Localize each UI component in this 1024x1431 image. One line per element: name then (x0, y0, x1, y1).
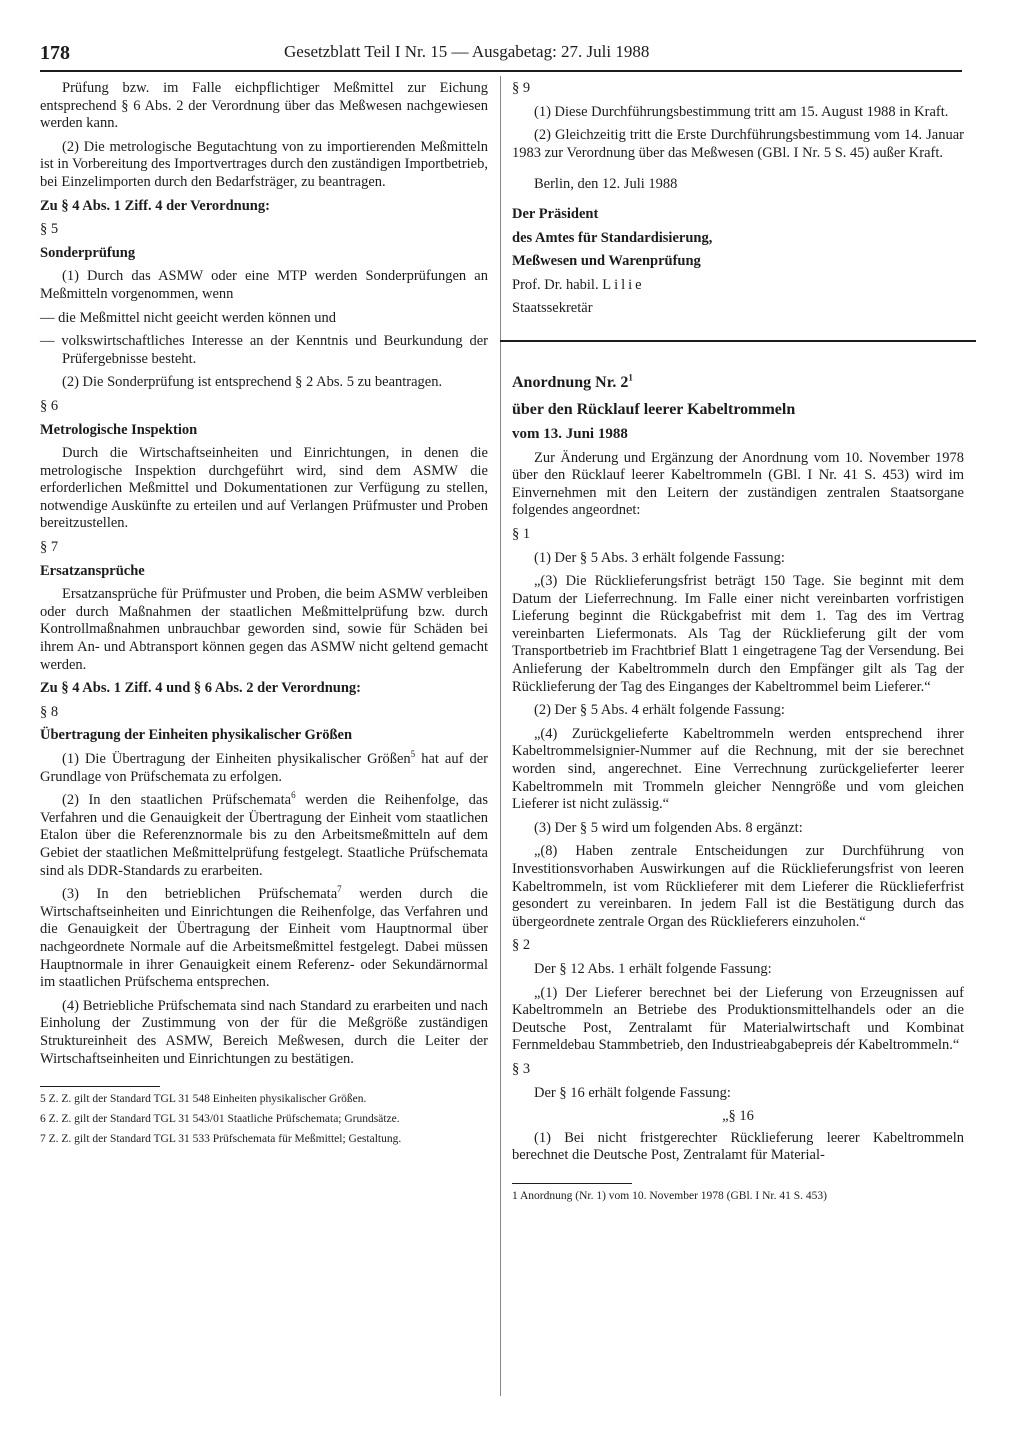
footnote: 5 Z. Z. gilt der Standard TGL 31 548 Einheiten physikalischer Größen. (40, 1093, 367, 1106)
section-reference-heading: Zu § 4 Abs. 1 Ziff. 4 und § 6 Abs. 2 der Verordnung: (40, 680, 361, 697)
dash-list-item: — volkswirtschaftliches Interesse an der Kenntnis und Beurkundung der Prüfergebnisse besteht. (40, 333, 488, 367)
right-column (512, 80, 964, 1210)
paragraph: Ersatzansprüche für Prüfmuster und Proben, die beim ASMW verbleiben oder durch Maßnahmen der staatlichen Meßmittelprüfung bzw. durch Kontrollmaßnahmen unbrauchbar geworden sind, sowie für Schäden bei ihrem An- und Abtransport können gegen das ASMW nicht geltend gemacht werden. (40, 586, 488, 673)
left-column (40, 80, 488, 1152)
paragraph: (2) Gleichzeitig tritt die Erste Durchführungsbestimmung vom 14. Januar 1983 zur Verordnung über das Meßwesen (GBl. I Nr. 5 S. 45) außer Kraft. (512, 127, 964, 161)
section-number: § 1 (512, 525, 531, 542)
quoted-section-number: „§ 16 (722, 1108, 754, 1125)
text: Prof. Dr. habil. (512, 276, 603, 293)
text: (1) Die Übertragung der Einheiten physikalischer Größen (62, 751, 411, 767)
signatory-name (512, 277, 964, 295)
paragraph (40, 886, 488, 992)
section-title: Übertragung der Einheiten physikalischer Größen (40, 727, 353, 744)
footnote-ref: 6 (291, 790, 296, 801)
section-number: § 3 (512, 1060, 531, 1077)
ordinance-subtitle: über den Rücklauf leerer Kabeltrommeln (512, 400, 796, 418)
quoted-paragraph: „(8) Haben zentrale Entscheidungen zur Durchführung von Investitionsvorhaben Auswirkungen auf die Rücklieferungsfrist von leeren Kabeltrommeln, ist vom Rücklieferer mit dem Lieferer die Rücklieferfrist gesondert zu vereinbaren. In jedem Fall ist die Bestätigung durch das übergeordnete zentrale Organ des Rücklieferers einzuholen.“ (512, 843, 964, 930)
section-title: Sonderprüfung (40, 244, 136, 261)
signature-line: Der Präsident (512, 205, 599, 222)
page-number: 178 (40, 42, 70, 64)
paragraph: (2) Die metrologische Begutachtung von zu importierenden Meßmitteln ist in Vorbereitung des Importvertrages durch den zuständigen Importbetrieb, bei Einzelimporten durch den Bedarfsträger, zu beantragen. (40, 138, 488, 190)
paragraph: (2) Der § 5 Abs. 4 erhält folgende Fassung: (534, 702, 785, 719)
paragraph: Zur Änderung und Ergänzung der Anordnung vom 10. November 1978 über den Rücklauf leerer Kabeltrommeln (GBl. I Nr. 41 S. 453) wird im Einvernehmen mit den Leitern der zuständigen zentralen Staatsorgane folgendes angeordnet: (512, 449, 964, 519)
section-number: § 7 (40, 539, 59, 556)
signature-block (512, 206, 964, 318)
signatory-title: Staatssekretär (512, 300, 593, 317)
footnote: 1 Anordnung (Nr. 1) vom 10. November 1978 (GBl. I Nr. 41 S. 453) (512, 1189, 827, 1202)
footnote: 6 Z. Z. gilt der Standard TGL 31 543/01 Staatliche Prüfschemata; Grundsätze. (40, 1112, 400, 1125)
section-number: § 6 (40, 397, 59, 414)
paragraph: Prüfung bzw. im Falle eichpflichtiger Meßmittel zur Eichung entsprechend § 6 Abs. 2 der Verordnung über das Meßwesen nachgewiesen werden kann. (40, 80, 488, 132)
section-number: § 9 (512, 80, 531, 96)
paragraph: Der § 16 erhält folgende Fassung: (534, 1084, 731, 1101)
section-title: Metrologische Inspektion (40, 421, 198, 438)
paragraph: Der § 12 Abs. 1 erhält folgende Fassung: (534, 960, 772, 977)
ordinance-title (512, 372, 964, 393)
section-title: Ersatzansprüche (40, 562, 145, 579)
paragraph: (1) Durch das ASMW oder eine MTP werden Sonderprüfungen an Meßmitteln vorgenommen, wenn (40, 268, 488, 302)
text: werden durch die Wirtschaftseinheiten und Einrichtungen die Reihenfolge, das Verfahren und die Genauigkeit der Übertragung der Einheit vom Hauptnormal über nachgeordnete Normale auf die Arbeitsmeßmittel festgelegt. Dabei müssen Hauptnormale in ihrer Genauigkeit einem Referenz- oder Sekundärnormal im staatlichen Prüfschema entsprechen. (40, 886, 488, 991)
quoted-paragraph: „(1) Der Lieferer berechnet bei der Lieferung von Erzeugnissen auf Kabeltrommeln an Betriebe des Produktionsmittelhandels oder an die Deutsche Post, Zentralamt für Materialwirtschaft und Kombinat Fernmeldebau Stammbetrieb, den Industrieabgabepreis dér Kabeltrommeln.“ (512, 984, 964, 1054)
section-number: § 2 (512, 937, 531, 954)
text: (2) In den staatlichen Prüfschemata (62, 792, 292, 809)
section-reference-heading: Zu § 4 Abs. 1 Ziff. 4 der Verordnung: (40, 197, 270, 214)
text: Lilie (602, 276, 645, 293)
quoted-paragraph: „(4) Zurückgelieferte Kabeltrommeln werden entsprechend ihrer Kabeltrommelsignier-Nummer auf die Rechnung, mit der sie berechnet worden sind, angerechnet. Eine Verrechnung zurückgelieferter leerer Kabeltrommeln mit Trommeln gleicher Nenngröße und vom gleichen Lieferer ist nicht zulässig.“ (512, 725, 964, 813)
paragraph: (3) Der § 5 wird um folgenden Abs. 8 ergänzt: (534, 819, 803, 836)
dash-list-item: — die Meßmittel nicht geeicht werden können und (40, 309, 336, 326)
paragraph: (4) Betriebliche Prüfschemata sind nach Standard zu erarbeiten und nach Einholung der Zustimmung von der für die Meßgröße zuständigen Struktureinheit des ASMW, Bereich Meßwesen, durch die Leiter der Wirtschaftseinheiten und Einrichtungen zu bestätigen. (40, 997, 488, 1067)
quoted-paragraph: „(3) Die Rücklieferungsfrist beträgt 150 Tage. Sie beginnt mit dem Datum der Lieferrechnung. Im Falle einer nicht vereinbarten vorfristigen Lieferung beginnt die Rückgabefrist mit dem 1. Tag des im Vertrag vereinbarten Liefermonats. Als Tag der Rücklieferung gilt der vom Transportbetrieb im Frachtbrief Blatt 1 eingetragene Tag der Versendung. Bei Anlieferung der Kabeltrommeln durch den Empfänger gilt als Tag der Rücklieferung der Tag des Einganges der Kabeltrommel beim Lieferer.“ (512, 573, 964, 695)
footnote-rule (40, 1086, 160, 1087)
footnote: 7 Z. Z. gilt der Standard TGL 31 533 Prüfschemata für Meßmittel; Gestaltung. (40, 1132, 402, 1145)
footnote-rule (512, 1183, 632, 1184)
column-divider (500, 76, 501, 1396)
gazette-title: Gesetzblatt Teil I Nr. 15 — Ausgabetag: 27. Juli 1988 (284, 42, 650, 61)
paragraph (40, 792, 488, 880)
paragraph (40, 751, 488, 786)
text: Anordnung Nr. 2 (512, 373, 629, 391)
footnote-ref: 7 (337, 884, 342, 895)
section-number: § 5 (40, 221, 59, 238)
paragraph: (1) Diese Durchführungsbestimmung tritt am 15. August 1988 in Kraft. (534, 103, 949, 120)
footnote-ref: 5 (410, 749, 416, 760)
text: (3) In den betrieblichen Prüfschemata (62, 886, 338, 903)
text: hat auf der Grundlage von Prüfschemata zu erfolgen. (40, 751, 488, 785)
paragraph: Durch die Wirtschaftseinheiten und Einrichtungen, in denen die metrologische Inspektion durchgeführt wird, sind dem ASMW die erforderlichen Meßmittel und Dokumentationen zur Verfügung zu stellen, notwendige Auskünfte zu erteilen und auf Verlangen Prüfmuster und Proben bereitzustellen. (40, 445, 488, 532)
section-number: § 8 (40, 703, 59, 720)
place-date: Berlin, den 12. Juli 1988 (534, 176, 678, 193)
ordinance-date: vom 13. Juni 1988 (512, 425, 628, 442)
section-rule (500, 340, 976, 342)
quoted-paragraph: (1) Bei nicht fristgerechter Rücklieferung leerer Kabeltrommeln berechnet die Deutsche Post, Zentralamt für Material- (512, 1129, 964, 1164)
paragraph: (2) Die Sonderprüfung ist entsprechend § 2 Abs. 5 zu beantragen. (62, 374, 443, 391)
page-header (40, 40, 960, 66)
text: werden die Reihenfolge, das Verfahren und die Genauigkeit der Übertragung der Einheit vom staatlichen Etalon über die Referenznormale bis zu den Arbeitsmeßmitteln auf dem Gebiet der staatlichen Meßmittelprüfung festgelegt. Staatliche Prüfschemata sind als DDR-Standards zu erarbeiten. (40, 792, 488, 879)
paragraph: (1) Der § 5 Abs. 3 erhält folgende Fassung: (534, 549, 785, 566)
header-rule (40, 70, 962, 72)
signature-line: Meßwesen und Warenprüfung (512, 253, 701, 270)
footnote-ref: 1 (628, 372, 633, 383)
signature-line: des Amtes für Standardisierung, (512, 229, 713, 246)
